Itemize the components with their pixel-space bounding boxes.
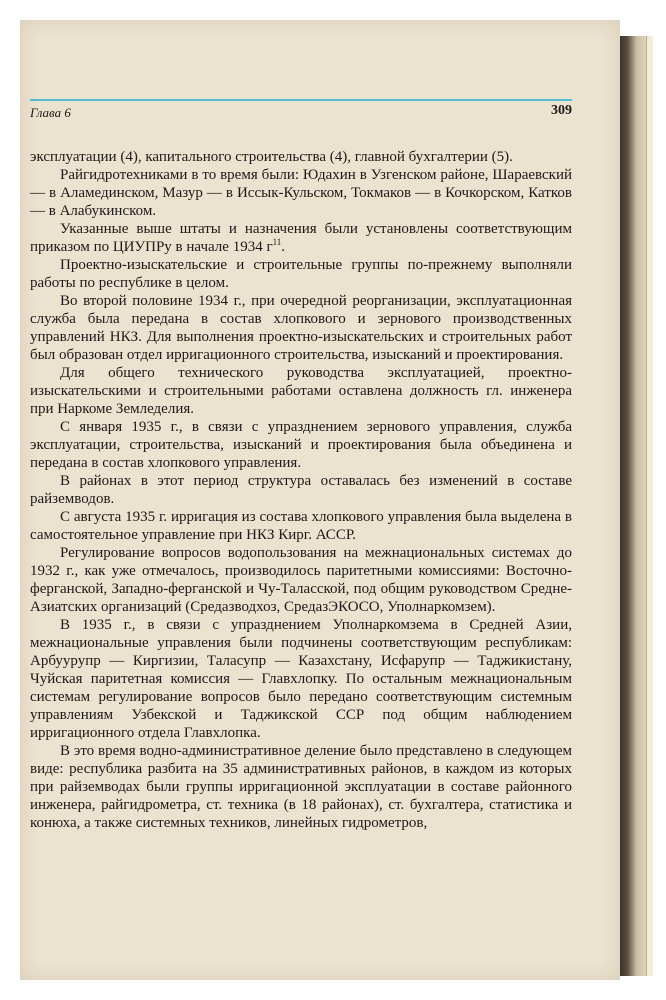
paragraph-8 (30, 472, 572, 508)
paragraph-1 (30, 148, 572, 166)
body-text (30, 148, 572, 832)
paragraph-3 (30, 220, 572, 256)
paragraph-11-text: В 1935 г., в связи с упразднением Уполнаркомзема в Средней Азии, межнациональные управления были подчинены соответствующим республикам: Арбуурупр — Киргизии, Таласупр — Казахстану, Исфарупр — Таджикистану, Чуйская паритетная комиссия — Главхлопку. По остальным межнациональным системам регулирование вопросов было передано соответствующим системным управлениям Узбекской и Таджикской ССР под общим наблюдением ирригационного отдела Главхлопка. (30, 617, 572, 741)
footnote-ref: 11 (272, 237, 282, 247)
paragraph-4-text: Проектно-изыскательские и строительные группы по-прежнему выполняли работы по республике в целом. (30, 257, 572, 291)
paragraph-8-text: В районах в этот период структура оставалась без изменений в составе райземводов. (30, 473, 572, 507)
paragraph-6 (30, 364, 572, 418)
paragraph-3-tail: . (281, 239, 286, 255)
paragraph-5 (30, 292, 572, 364)
paragraph-5-text: Во второй половине 1934 г., при очередной реорганизации, эксплуатационная служба была передана в состав хлопкового и зернового производственных управлений НКЗ. Для выполнения проектно-изыскательских и строительных работ был образован отдел ирригационного строительства, изысканий и проектирования. (30, 293, 572, 363)
chapter-title: Глава 6 (30, 105, 71, 120)
paragraph-10 (30, 544, 572, 616)
page-number: 309 (551, 103, 572, 118)
running-header (30, 99, 572, 121)
paragraph-4 (30, 256, 572, 292)
paragraph-9 (30, 508, 572, 544)
paragraph-11 (30, 616, 572, 742)
paragraph-2-text: Райгидротехниками в то время были: Юдахин в Узгенском районе, Шараевский — в Аламединском, Мазур — в Иссык-Кульском, Токмаков — в Кочкорском, Катков — в Алабукинском. (30, 167, 572, 219)
paragraph-1-text: эксплуатации (4), капитального строительства (4), главной бухгалтерии (5). (30, 149, 513, 165)
paragraph-3-text: Указанные выше штаты и назначения были установлены соответствующим приказом по ЦИУПРу в начале 1934 г (30, 221, 572, 255)
paragraph-12-text: В это время водно-административное деление было представлено в следующем виде: республика разбита на 35 административных районов, в каждом из которых при райземводах были группы ирригационной эксплуатации в составе районного инженера, райгидрометра, ст. техника (в 18 районах), ст. бухгалтера, статистика и конюха, а также системных техников, линейных гидрометров, (30, 743, 572, 831)
paragraph-10-text: Регулирование вопросов водопользования на межнациональных системах до 1932 г., как уже отмечалось, производилось паритетными комиссиями: Восточно-ферганской, Западно-ферганской и Чу-Таласской, под общим руководством Средне-Азиатских организаций (Средазводхоз, СредазЭКОСО, Уполнаркомзем). (30, 545, 572, 615)
paragraph-12 (30, 742, 572, 832)
paragraph-9-text: С августа 1935 г. ирригация из состава хлопкового управления была выделена в самостоятельное управление при НКЗ Кирг. АССР. (30, 509, 572, 543)
paragraph-6-text: Для общего технического руководства эксплуатацией, проектно-изыскательскими и строительными работами оставлена должность гл. инженера при Наркоме Земледелия. (30, 365, 572, 417)
page-stack-edge (646, 36, 653, 976)
paragraph-7-text: С января 1935 г., в связи с упразднением зернового управления, служба эксплуатации, строительства, изысканий и проектирования была объединена и передана в состав хлопкового управления. (30, 419, 572, 471)
paragraph-7 (30, 418, 572, 472)
paragraph-2 (30, 166, 572, 220)
